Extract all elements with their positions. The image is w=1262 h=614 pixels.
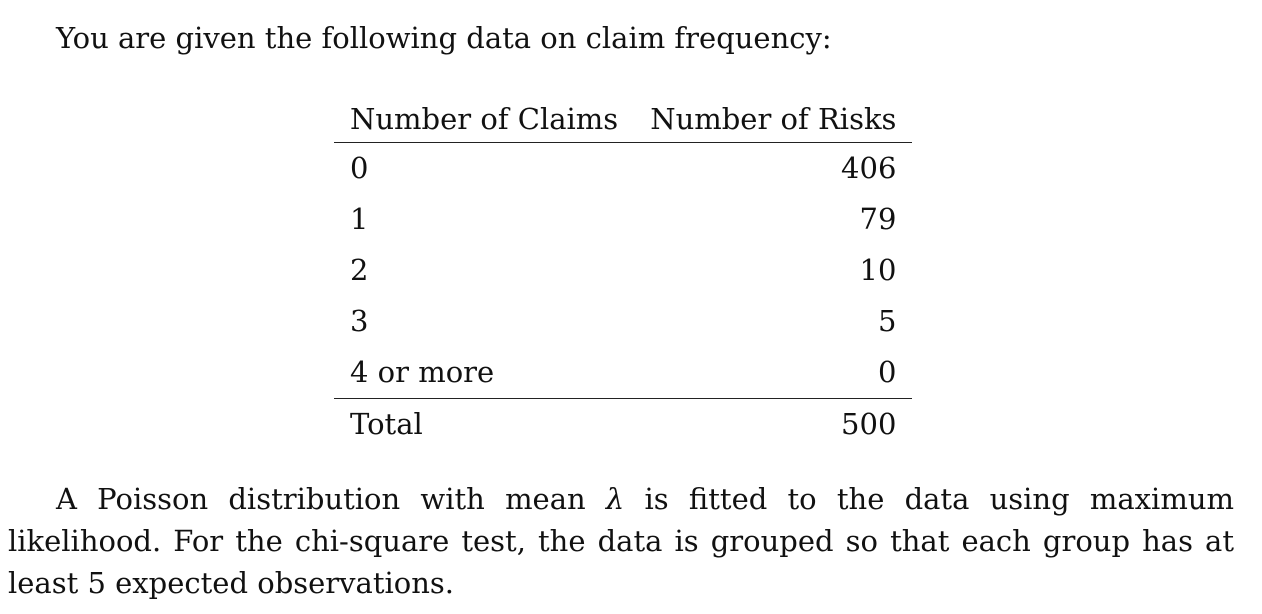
paragraph-text-start: A Poisson distribution with mean xyxy=(56,482,606,516)
claims-cell: 4 or more xyxy=(350,355,495,389)
table-row xyxy=(334,245,912,296)
paragraph-text-end: is fitted to the data using maximum likelihood. For the chi-square test, the data is grouped so that each group has at least 5 expected observations. xyxy=(8,482,1234,600)
risks-cell: 10 xyxy=(859,253,897,287)
total-label: Total xyxy=(334,399,634,451)
table-row xyxy=(334,194,912,245)
claims-cell: 3 xyxy=(350,304,369,338)
total-row xyxy=(334,399,912,451)
table-row xyxy=(334,347,912,399)
table-row xyxy=(334,143,912,195)
claims-cell: 1 xyxy=(350,202,369,236)
header-number-of-claims: Number of Claims xyxy=(334,96,634,143)
risks-cell: 79 xyxy=(859,202,897,236)
claims-cell: 0 xyxy=(350,151,369,185)
claim-frequency-table xyxy=(334,96,912,450)
total-value: 500 xyxy=(634,399,912,451)
risks-cell: 0 xyxy=(877,355,897,389)
table-row xyxy=(334,296,912,347)
risks-cell: 406 xyxy=(841,151,897,185)
risks-cell: 5 xyxy=(877,304,897,338)
claims-cell: 2 xyxy=(350,253,369,287)
problem-paragraph xyxy=(8,478,1234,604)
header-number-of-risks: Number of Risks xyxy=(634,96,912,143)
lambda-symbol: λ xyxy=(605,482,625,516)
table-header-row xyxy=(334,96,912,143)
intro-text: You are given the following data on claim frequency: xyxy=(56,21,832,55)
